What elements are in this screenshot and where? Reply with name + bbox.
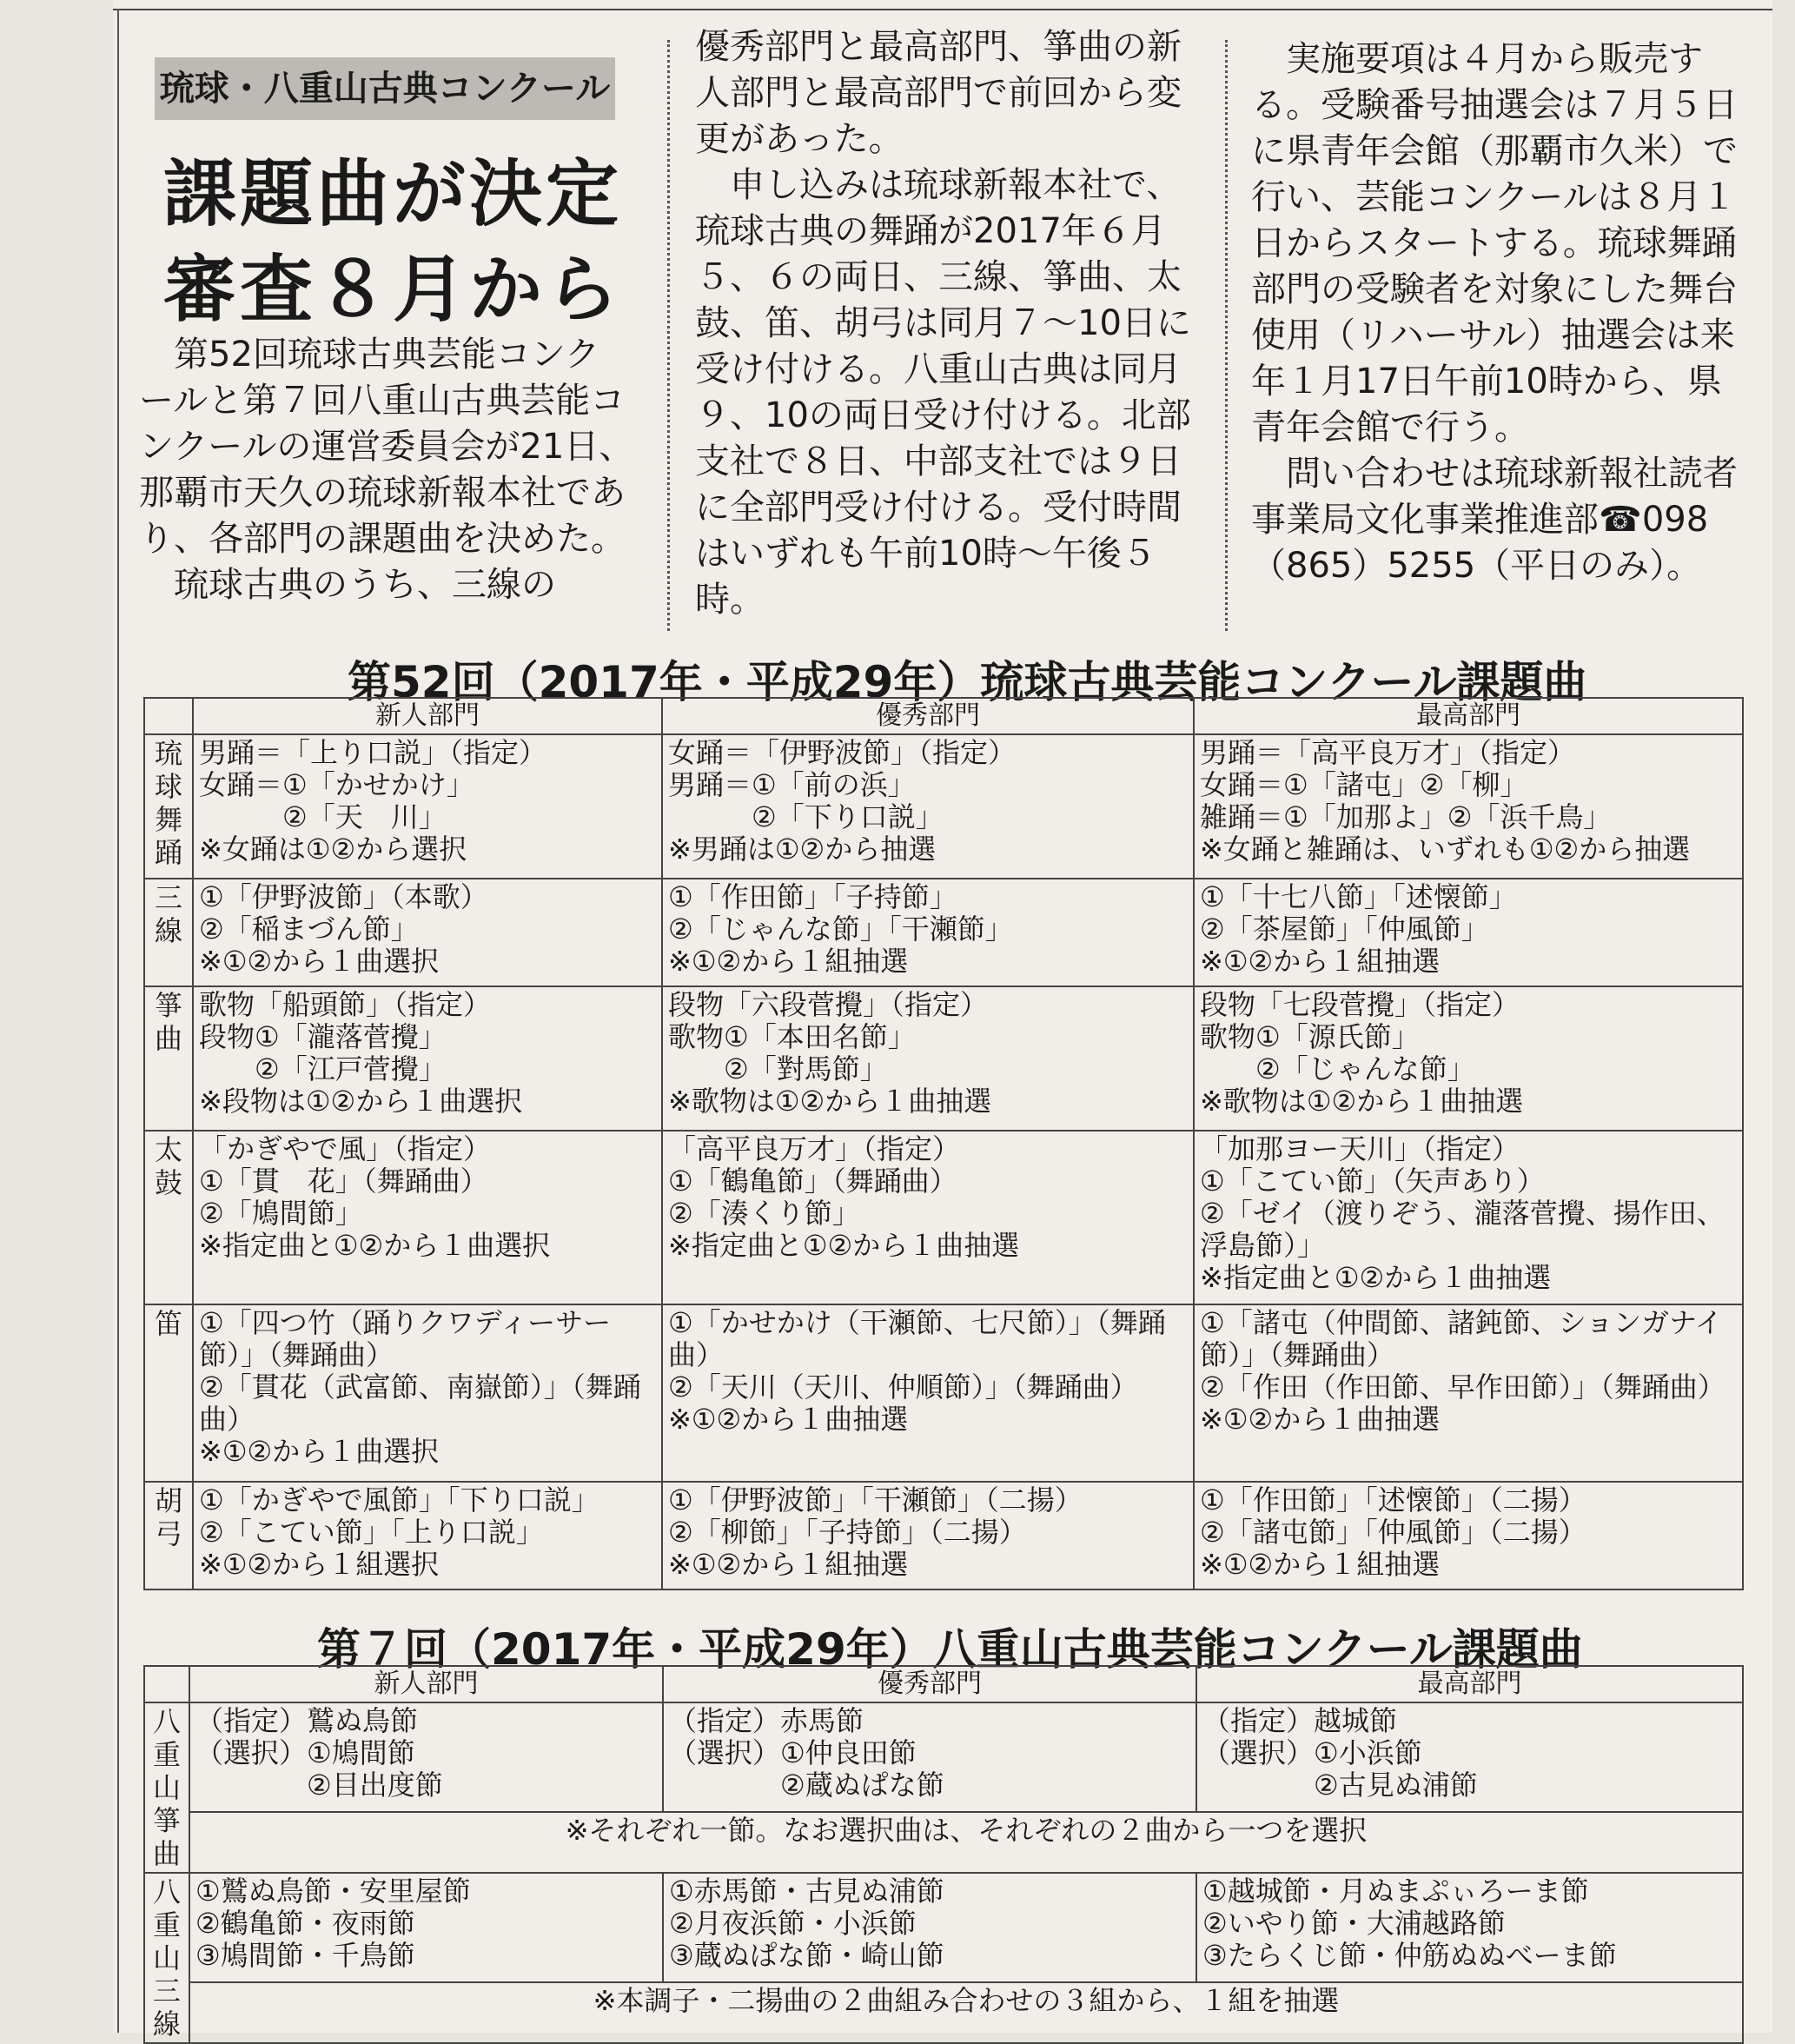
header-corner [144,698,193,734]
row-category: 胡弓 [144,1482,193,1589]
column-2-paragraph-1: 優秀部門と最高部門、箏曲の新人部門と最高部門で前回から変更があった。 [695,27,1182,159]
row-category: 箏曲 [144,986,193,1131]
row-category: 太鼓 [144,1131,193,1304]
column-separator [667,40,670,631]
table-row [144,1873,1743,1982]
table-cell: ①「伊野波節」（本歌） ②「稲まづん節」 ※①②から１曲選択 [193,879,662,986]
table-cell: 歌物「船頭節」（指定） 段物①「瀧落菅攪」 ②「江戸菅攪」 ※段物は①②から１曲選択 [193,986,662,1131]
column-2-paragraph-2: 申し込みは琉球新報本社で、琉球古典の舞踊が2017年６月５、６の両日、三線、箏曲、太鼓、笛、胡弓は同月７～10日に受け付ける。八重山古典は同月９、10の両日受け付ける。北部支社で８日、中部支社では９日に全部門受け付ける。受付時間はいずれも午前10時～午後５時。 [695,165,1191,620]
article-column-1 [139,332,634,608]
table-cell: （指定）鷲ぬ鳥節 （選択）①鳩間節 ②目出度節 [189,1702,663,1812]
header-shinjin: 新人部門 [189,1666,663,1702]
table-header-row [144,1666,1743,1702]
table-cell: ①「作田節」「子持節」 ②「じゃんな節」「干瀬節」 ※①②から１組抽選 [662,879,1194,986]
header-yushu: 優秀部門 [663,1666,1196,1702]
table-cell: ①「十七八節」「述懐節」 ②「茶屋節」「仲風節」 ※①②から１組抽選 [1194,879,1743,986]
table-note: ※それぞれ一節。なお選択曲は、それぞれの２曲から一つを選択 [189,1812,1743,1873]
table-cell: ①「諸屯（仲間節、諸鈍節、ションガナイ節）」（舞踊曲） ②「作田（作田節、早作田節）」（舞踊曲） ※①②から１曲抽選 [1194,1304,1743,1482]
table-cell: （指定）赤馬節 （選択）①仲良田節 ②蔵ぬぱな節 [663,1702,1196,1812]
headline-line-2: 審査８月から [163,247,623,332]
table-cell: 段物「七段菅攪」（指定） 歌物①「源氏節」 ②「じゃんな節」 ※歌物は①②から１曲抽選 [1194,986,1743,1131]
column-1-paragraph-2: 琉球古典のうち、三線の [139,565,556,605]
table-cell: 男踊＝「高平良万才」（指定） 女踊＝①「諸屯」②「柳」 雑踊＝①「加那よ」②「浜千鳥」 ※女踊と雑踊は、いずれも①②から抽選 [1194,734,1743,879]
table-row [144,986,1743,1131]
table-cell: ①「伊野波節」「干瀬節」（二揚） ②「柳節」「子持節」（二揚） ※①②から１組抽選 [662,1482,1194,1589]
row-category: 八重山三線 [144,1873,189,2043]
header-saiko: 最高部門 [1194,698,1743,734]
header-shinjin: 新人部門 [193,698,662,734]
column-1-paragraph-1: 第52回琉球古典芸能コンクールと第７回八重山古典芸能コンクールの運営委員会が21日、那覇市天久の琉球新報本社であり、各部門の課題曲を決めた。 [139,335,634,559]
table-row [144,734,1743,879]
table-cell: 「加那ヨー天川」（指定） ①「こてい節」（矢声あり） ②「ゼイ（渡りぞう、瀧落菅攪、揚作田、浮島節）」 ※指定曲と①②から１曲抽選 [1194,1131,1743,1304]
table-cell: ①「四つ竹（踊りクワディーサー節）」（舞踊曲） ②「貫花（武富節、南嶽節）」（舞踊曲） ※①②から１曲選択 [193,1304,662,1482]
row-category: 八重山箏曲 [144,1702,189,1873]
header-saiko: 最高部門 [1196,1666,1743,1702]
table-note-row [144,1812,1743,1873]
table-row [144,1702,1743,1812]
yaeyama-table [143,1665,1744,2044]
table-cell: 「高平良万才」（指定） ①「鶴亀節」（舞踊曲） ②「湊くり節」 ※指定曲と①②から１曲抽選 [662,1131,1194,1304]
ryukyu-table [143,697,1744,1590]
row-category: 琉球舞踊 [144,734,193,879]
table-row [144,1482,1743,1589]
article-headline [163,146,650,337]
top-rule [113,9,1772,10]
table-cell: 段物「六段菅攪」（指定） 歌物①「本田名節」 ②「對馬節」 ※歌物は①②から１曲抽選 [662,986,1194,1131]
table-cell: ①越城節・月ぬまぷぃろーま節 ②いやり節・大浦越路節 ③たらくじ節・仲筋ぬぬべーま節 [1196,1873,1743,1982]
article-kicker: 琉球・八重山古典コンクール [155,57,615,120]
column-3-paragraph-2: 問い合わせは琉球新報社読者事業局文化事業推進部☎098（865）5255（平日のみ）。 [1251,454,1738,586]
table-cell: ①「かぎやで風節」「下り口説」 ②「こてい節」「上り口説」 ※①②から１組選択 [193,1482,662,1589]
table-cell: ①「作田節」「述懐節」（二揚） ②「諸屯節」「仲風節」（二揚） ※①②から１組抽選 [1194,1482,1743,1589]
table-cell: （指定）越城節 （選択）①小浜節 ②古見ぬ浦節 [1196,1702,1743,1812]
table-cell: ①「かせかけ（干瀬節、七尺節）」（舞踊曲） ②「天川（天川、仲順節）」（舞踊曲） ※①②から１曲抽選 [662,1304,1194,1482]
table-row [144,1131,1743,1304]
table-note: ※本調子・二揚曲の２曲組み合わせの３組から、１組を抽選 [189,1982,1743,2043]
yaeyama-table-title: 第７回（2017年・平成29年）八重山古典芸能コンクール課題曲 [317,1624,1583,1675]
table-row [144,1304,1743,1482]
article-column-3 [1251,36,1755,589]
table-cell: 「かぎやで風」（指定） ①「貫 花」（舞踊曲） ②「鳩間節」 ※指定曲と①②から１曲選択 [193,1131,662,1304]
column-separator [1225,40,1228,631]
table-cell: ①赤馬節・古見ぬ浦節 ②月夜浜節・小浜節 ③蔵ぬぱな節・崎山節 [663,1873,1196,1982]
left-rule [117,9,119,2033]
ryukyu-table-title: 第52回（2017年・平成29年）琉球古典芸能コンクール課題曲 [348,657,1587,707]
column-3-paragraph-1: 実施要項は４月から販売する。受験番号抽選会は７月５日に県青年会館（那覇市久米）で行い、芸能コンクールは８月１日からスタートする。琉球舞踊部門の受験者を対象にした舞台使用（リハーサル）抽選会は来年１月17日午前10時から、県青年会館で行う。 [1251,39,1738,448]
table-cell: 男踊＝「上り口説」（指定） 女踊＝①「かせかけ」 ②「天 川」 ※女踊は①②から選択 [193,734,662,879]
table-cell: ①鷲ぬ鳥節・安里屋節 ②鶴亀節・夜雨節 ③鳩間節・千鳥節 [189,1873,663,1982]
table-note-row [144,1982,1743,2043]
table-cell: 女踊＝「伊野波節」（指定） 男踊＝①「前の浜」 ②「下り口説」 ※男踊は①②から抽選 [662,734,1194,879]
header-yushu: 優秀部門 [662,698,1194,734]
row-category: 三線 [144,879,193,986]
row-category: 笛 [144,1304,193,1482]
table-row [144,879,1743,986]
header-corner [144,1666,189,1702]
article-column-2 [695,24,1208,623]
table-header-row [144,698,1743,734]
headline-line-1: 課題曲が決定 [163,151,623,236]
